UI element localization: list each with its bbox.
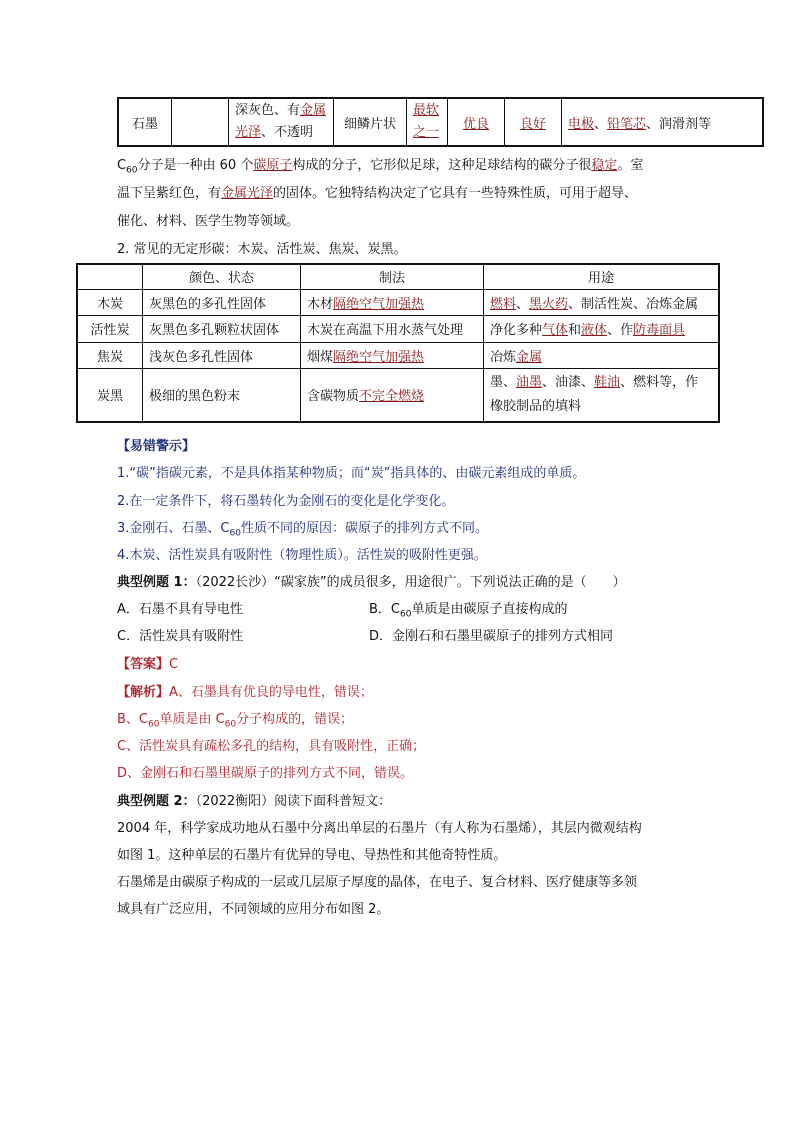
header-method: 制法	[301, 264, 484, 289]
graphite-hardness-cell	[407, 98, 448, 146]
graphite-name-cell	[118, 98, 172, 146]
graphite-use-1: 电极	[568, 116, 595, 132]
graphite-hardness: 最软之一	[413, 103, 440, 140]
table-row	[77, 289, 719, 315]
analysis-b-sub1: 60	[148, 719, 160, 730]
amorphous-table	[76, 263, 720, 423]
header-state: 颜色、状态	[143, 264, 301, 289]
row-use	[484, 342, 720, 368]
example2-para2-line2: 域具有广泛应用，不同领域的应用分布如图 2。	[117, 902, 390, 917]
analysis-line-3: C、活性炭具有疏松多孔的结构，具有吸附性，正确；	[117, 739, 426, 754]
row-use	[484, 315, 720, 342]
c60-carbon-atom: 碳原子	[253, 158, 293, 173]
warning-3-sub: 60	[229, 528, 241, 539]
method-text: 木材	[307, 296, 334, 312]
method-text: 木炭在高温下用水蒸气处理	[307, 323, 464, 338]
graphite-appearance-a: 深灰色、有	[235, 103, 301, 118]
c60-line2-a: 温下呈紫红色，有	[117, 186, 222, 201]
c60-subscript: 60	[126, 165, 138, 176]
use-text: 、油漆、	[542, 374, 595, 390]
option-b	[369, 598, 567, 620]
row-method	[301, 315, 484, 342]
use-key: 金属	[516, 349, 543, 365]
analysis-line-2	[117, 708, 353, 730]
use-text: 、	[516, 296, 530, 312]
analysis-b-sub2: 60	[224, 719, 237, 730]
warning-item-4: 4.木炭、活性炭具有吸附性（物理性质）。活性炭的吸附性更强。	[117, 548, 487, 563]
use-text: 净化多种	[490, 323, 543, 338]
table-row	[77, 368, 719, 422]
example2-para2-line1: 石墨烯是由碳原子构成的一层或几层原子厚度的晶体，在电子、复合材料、医疗健康等多领	[117, 875, 638, 890]
row-method	[301, 289, 484, 315]
graphite-appearance-b: 金属光泽	[235, 103, 327, 140]
use-text: 、燃料等，作	[620, 374, 699, 390]
graphite-shape-cell	[334, 98, 407, 146]
example2-label: 典型例题 2：	[117, 794, 196, 809]
graphite-uses-cell	[562, 98, 764, 146]
example2-para1-line1: 2004 年，科学家成功地从石墨中分离出单层的石墨片（有人称为石墨烯），其层内微观结构	[117, 821, 642, 836]
amorphous-header-row	[77, 264, 719, 289]
use-key: 防毒面具	[633, 323, 686, 338]
graphite-table	[117, 97, 764, 147]
use-key: 油墨	[516, 374, 543, 390]
row-name: 焦炭	[77, 342, 143, 368]
header-empty	[77, 264, 143, 289]
option-d: D．金刚石和石墨里碳原子的排列方式相同	[369, 629, 614, 644]
graphite-use-2: 铅笔芯	[607, 116, 647, 132]
analysis-b3: 分子构成的，错误；	[236, 712, 354, 727]
c60-line2-b: 的固体。它独特结构决定了它具有一些特殊性质，可用于超导、	[273, 186, 638, 201]
header-use: 用途	[484, 264, 720, 289]
c60-text-a: 分子是一种由 60 个	[137, 158, 254, 173]
graphite-lubricity: 良好	[519, 116, 546, 132]
warning-title: 【易错警示】	[117, 439, 196, 454]
analysis-a: A、石墨具有优良的导电性，错误；	[169, 685, 373, 700]
use-text: 、作	[607, 323, 634, 338]
analysis-line-4: D、金刚石和石墨里碳原子的排列方式不同，错误。	[117, 766, 414, 781]
analysis-label: 【解析】	[117, 685, 170, 700]
option-b-a: B．C	[369, 602, 400, 617]
warning-item-3	[117, 517, 488, 539]
row-state: 极细的黑色粉末	[143, 368, 301, 422]
amorphous-heading: 2. 常见的无定形碳：木炭、活性炭、焦炭、炭黑。	[117, 242, 407, 257]
graphite-use-3: 、润滑剂等	[646, 116, 712, 132]
method-key: 隔绝空气加强热	[333, 296, 425, 312]
graphite-conductivity: 优良	[462, 116, 489, 132]
row-name: 炭黑	[77, 368, 143, 422]
table-row	[77, 342, 719, 368]
c60-text-c: 。室	[617, 158, 644, 173]
c60-stable: 稳定	[591, 158, 618, 173]
c60-line-3: 催化、材料、医学生物等领域。	[117, 214, 300, 229]
example2-question	[117, 790, 391, 809]
use-key: 鞋油	[594, 374, 621, 390]
analysis-b1: B、C	[117, 712, 148, 727]
use-text: 橡胶制品的填料	[490, 398, 582, 414]
warning-3a: 3.金刚石、石墨、C	[117, 521, 230, 536]
answer-value: C	[169, 657, 179, 672]
method-text: 含碳物质	[307, 389, 360, 405]
warning-item-2: 2.在一定条件下，将石墨转化为金刚石的变化是化学变化。	[117, 494, 455, 509]
graphite-empty-cell	[172, 98, 229, 146]
graphite-name: 石墨	[131, 116, 158, 132]
example2-text: （2022衡阳）阅读下面科普短文：	[195, 794, 392, 809]
use-text: 和	[568, 323, 582, 338]
graphite-appearance-c: 、不透明	[261, 125, 314, 140]
option-a: A．石墨不具有导电性	[117, 602, 243, 617]
answer-label: 【答案】	[117, 657, 170, 672]
warning-3b: 性质不同的原因：碳原子的排列方式不同。	[240, 521, 488, 536]
graphite-appearance-cell	[229, 98, 334, 146]
use-key: 黑火药	[529, 296, 569, 312]
use-text: 墨、	[490, 374, 517, 390]
row-name: 木炭	[77, 289, 143, 315]
method-key: 隔绝空气加强热	[333, 349, 425, 365]
c60-metal-luster: 金属光泽	[221, 186, 274, 201]
row-state: 灰黑色多孔颗粒状固体	[143, 315, 301, 342]
use-key: 液体	[581, 323, 608, 338]
table-row	[77, 315, 719, 342]
c60-text-b: 构成的分子，它形似足球，这种足球结构的碳分子很	[292, 158, 592, 173]
warning-item-1: 1.“碳”指碳元素，不是具体指某种物质；而“炭”指具体的、由碳元素组成的单质。	[117, 466, 586, 481]
example1-label: 典型例题 1：	[117, 575, 196, 590]
row-name: 活性炭	[77, 315, 143, 342]
option-c: C．活性炭具有吸附性	[117, 629, 244, 644]
option-b-sub: 60	[400, 609, 412, 620]
method-key: 不完全燃烧	[359, 389, 425, 405]
graphite-conductivity-cell	[448, 98, 505, 146]
row-use	[484, 289, 720, 315]
use-key: 燃料	[490, 296, 517, 312]
row-method	[301, 342, 484, 368]
analysis-b2: 单质是由 C	[159, 712, 225, 727]
c60-line-2	[117, 182, 637, 201]
c60-line-1	[117, 154, 643, 176]
use-key: 气体	[542, 323, 569, 338]
row-state: 灰黑色的多孔性固体	[143, 289, 301, 315]
graphite-use-sep: 、	[594, 116, 608, 132]
example1-question	[117, 571, 626, 590]
analysis-line-1	[117, 681, 373, 700]
answer-line	[117, 653, 178, 672]
example1-text: （2022长沙）“碳家族”的成员很多，用途很广。下列说法正确的是（ ）	[195, 575, 626, 590]
option-b-b: 单质是由碳原子直接构成的	[411, 602, 568, 617]
c60-symbol: C	[117, 158, 127, 173]
row-method	[301, 368, 484, 422]
graphite-lubricity-cell	[505, 98, 562, 146]
example2-para1-line2: 如图 1。这种单层的石墨片有优异的导电、导热性和其他奇特性质。	[117, 848, 507, 863]
graphite-shape: 细鳞片状	[343, 116, 396, 132]
method-text: 烟煤	[307, 349, 334, 365]
use-text: 、制活性炭、冶炼金属	[568, 296, 699, 312]
row-state: 浅灰色多孔性固体	[143, 342, 301, 368]
use-text: 冶炼	[490, 349, 517, 365]
row-use	[484, 368, 720, 422]
